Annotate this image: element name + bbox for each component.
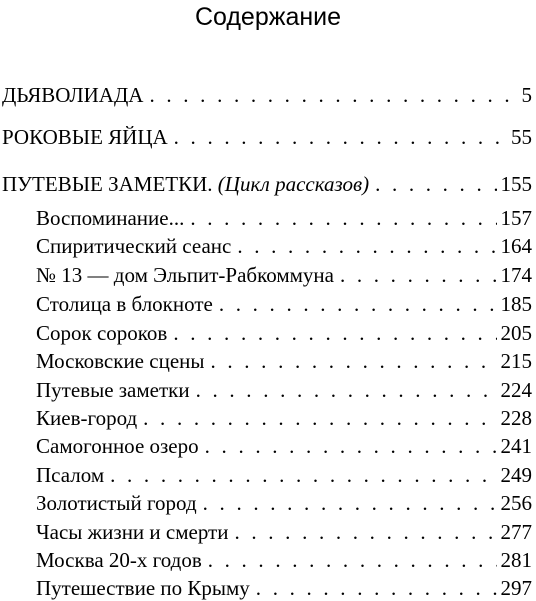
page-number: 215 <box>500 349 532 373</box>
page-number: 224 <box>500 378 532 402</box>
dot-leader <box>110 462 496 488</box>
dot-leader <box>205 433 497 459</box>
entry-title: РОКОВЫЕ ЯЙЦА <box>2 125 168 149</box>
subentry-title: Часы жизни и смерти <box>36 520 229 544</box>
entry-title: ДЬЯВОЛИАДА <box>2 83 144 107</box>
dot-leader <box>375 171 496 197</box>
toc-subentry[interactable] <box>36 547 532 573</box>
subentry-title: Путевые заметки <box>36 378 190 402</box>
dot-leader <box>208 547 497 573</box>
subentry-title: Столица в блокноте <box>36 292 213 316</box>
page-number: 157 <box>500 206 532 230</box>
subentry-title: Путешествие по Крыму <box>36 576 250 600</box>
dot-leader <box>234 519 496 545</box>
subentry-title: № 13 — дом Эльпит-Рабкоммуна <box>36 263 334 287</box>
page-number: 281 <box>500 548 532 572</box>
dot-leader <box>149 82 517 108</box>
entry-title: ПУТЕВЫЕ ЗАМЕТКИ. <box>2 172 213 196</box>
toc-subentry[interactable] <box>36 291 532 317</box>
toc-subentry[interactable] <box>36 519 532 545</box>
page-number: 228 <box>500 406 532 430</box>
toc-entry[interactable] <box>2 82 532 108</box>
page-number: 164 <box>500 234 532 258</box>
subentry-title: Киев-город <box>36 406 138 430</box>
toc-subentry[interactable] <box>36 233 532 259</box>
subentry-title: Воспоминание... <box>36 206 185 230</box>
toc-subentry[interactable] <box>36 462 532 488</box>
toc-subentry[interactable] <box>36 575 532 601</box>
entry-note: (Цикл рассказов) <box>217 172 370 196</box>
page-number: 155 <box>500 172 532 196</box>
toc-subentry[interactable] <box>36 348 532 374</box>
dot-leader <box>203 490 497 516</box>
toc-entry[interactable] <box>2 171 532 197</box>
dot-leader <box>237 233 496 259</box>
dot-leader <box>196 377 497 403</box>
subentry-title: Золотистый город <box>36 491 197 515</box>
dot-leader <box>210 348 496 374</box>
subentry-title: Москва 20-х годов <box>36 548 202 572</box>
dot-leader <box>190 205 496 231</box>
toc-entry[interactable] <box>2 124 532 150</box>
dot-leader <box>256 575 497 601</box>
page-number: 5 <box>521 83 532 107</box>
toc-subentry[interactable] <box>36 405 532 431</box>
dot-leader <box>340 262 497 288</box>
toc-subentry[interactable] <box>36 377 532 403</box>
dot-leader <box>219 291 497 317</box>
page-title: Содержание <box>194 3 342 31</box>
page-number: 174 <box>500 263 532 287</box>
page-number: 241 <box>500 434 532 458</box>
subentry-title: Псалом <box>36 463 105 487</box>
subentry-title: Спиритический сеанс <box>36 234 232 258</box>
toc-subentry[interactable] <box>36 205 532 231</box>
page-number: 256 <box>500 491 532 515</box>
page-number: 277 <box>500 520 532 544</box>
toc-subentry[interactable] <box>36 490 532 516</box>
subentry-title: Сорок сороков <box>36 321 168 345</box>
toc-subentry[interactable] <box>36 262 532 288</box>
subentry-title: Московские сцены <box>36 349 205 373</box>
toc-subentry[interactable] <box>36 320 532 346</box>
dot-leader <box>173 320 496 346</box>
page-number: 55 <box>511 125 532 149</box>
page-number: 249 <box>500 463 532 487</box>
page-number: 185 <box>500 292 532 316</box>
dot-leader <box>143 405 496 431</box>
dot-leader <box>174 124 507 150</box>
subentry-title: Самогонное озеро <box>36 434 199 458</box>
toc-subentry[interactable] <box>36 433 532 459</box>
page-number: 297 <box>500 576 532 600</box>
page-number: 205 <box>500 321 532 345</box>
